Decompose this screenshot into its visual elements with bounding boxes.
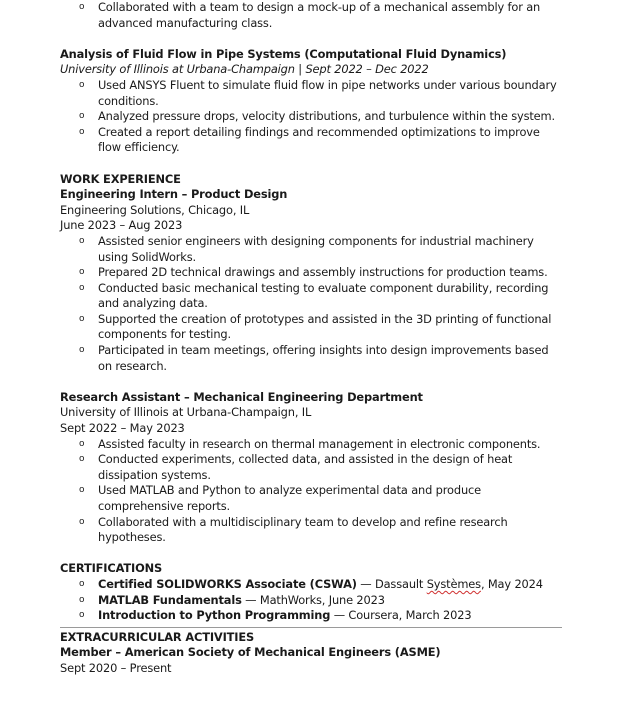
section-extracurricular	[60, 630, 562, 677]
bullet-icon: o	[79, 111, 85, 122]
certification-list	[60, 577, 562, 624]
list-item	[60, 437, 562, 453]
job-entry	[60, 390, 562, 546]
bullet-text: Participated in team meetings, offering insights into design improvements based on research.	[98, 343, 549, 373]
bullet-text: Conducted basic mechanical testing to evaluate component durability, recording and analyzing data.	[98, 280, 549, 311]
list-item	[60, 483, 562, 514]
job-org: University of Illinois at Urbana-Champaign, IL	[60, 405, 312, 420]
list-item	[60, 265, 562, 281]
bullet-text: Created a report detailing findings and recommended optimizations to improve flow efficiency.	[98, 124, 540, 155]
list-item	[60, 109, 562, 125]
separator: —	[330, 608, 349, 623]
certification-name: Certified SOLIDWORKS Associate (CSWA)	[98, 576, 357, 591]
certification-source	[242, 593, 385, 607]
job-entry	[60, 187, 562, 374]
source-text-end: , May 2024	[480, 576, 543, 591]
certification-item	[60, 577, 562, 593]
bullet-text: Collaborated with a multidisciplinary team to develop and refine research hypotheses.	[98, 514, 508, 545]
job-org: Engineering Solutions, Chicago, IL	[60, 202, 250, 217]
bullet-icon: o	[79, 267, 85, 278]
bullet-icon: o	[79, 2, 85, 12]
bullet-icon: o	[79, 438, 85, 449]
activity-role: Member – American Society of Mechanical Engineers (ASME)	[60, 645, 441, 660]
bullet-icon: o	[79, 313, 85, 324]
bullet-text: Assisted faculty in research on thermal management in electronic components.	[98, 436, 541, 451]
bullet-text: Collaborated with a team to design a mock-up of a mechanical assembly for an advanced manufacturing class.	[98, 0, 541, 30]
bullet-text: Used MATLAB and Python to analyze experimental data and produce comprehensive reports.	[98, 483, 481, 513]
job-bullets	[60, 234, 562, 374]
source-text: MathWorks, June 2023	[259, 592, 385, 607]
section-certifications	[60, 561, 562, 623]
project-bullets	[60, 78, 562, 156]
bullet-icon: o	[79, 79, 85, 90]
source-text: Dassault	[374, 576, 427, 591]
bullet-icon: o	[79, 594, 85, 605]
bullet-icon: o	[79, 610, 85, 621]
bullet-text: Conducted experiments, collected data, and assisted in the design of heat dissipation systems.	[98, 452, 513, 482]
section-heading: CERTIFICATIONS	[60, 561, 163, 576]
separator: —	[356, 576, 375, 591]
bullet-icon: o	[79, 282, 85, 293]
bullet-icon: o	[79, 345, 85, 356]
bullet-icon: o	[79, 578, 85, 589]
job-dates: June 2023 – Aug 2023	[60, 218, 183, 233]
bullet-icon: o	[79, 126, 85, 137]
job-dates: Sept 2022 – May 2023	[60, 421, 185, 436]
section-heading: WORK EXPERIENCE	[60, 171, 181, 186]
spellcheck-flagged-word[interactable]: Systèmes	[426, 576, 481, 591]
section-divider	[60, 627, 562, 628]
certification-source	[357, 577, 543, 591]
bullet-icon: o	[79, 485, 85, 496]
certification-name: Introduction to Python Programming	[98, 608, 331, 623]
list-item	[60, 343, 562, 374]
bullet-text: Used ANSYS Fluent to simulate fluid flow in pipe networks under various boundary conditions.	[98, 77, 557, 108]
bullet-text: Analyzed pressure drops, velocity distributions, and turbulence within the system.	[98, 109, 555, 124]
separator: —	[241, 592, 260, 607]
section-heading: EXTRACURRICULAR ACTIVITIES	[60, 629, 255, 644]
project-title: Analysis of Fluid Flow in Pipe Systems (Computational Fluid Dynamics)	[60, 46, 507, 61]
bullet-text: Assisted senior engineers with designing components for industrial machinery using SolidWorks.	[98, 233, 534, 264]
certification-item	[60, 593, 562, 609]
list-item	[60, 234, 562, 265]
list-item	[60, 125, 562, 156]
resume-page	[60, 0, 562, 677]
project-continued-bullets	[60, 0, 562, 31]
list-item	[60, 515, 562, 546]
project-subtitle: University of Illinois at Urbana-Champaign | Sept 2022 – Dec 2022	[60, 62, 429, 77]
section-work-experience	[60, 172, 562, 546]
activity-dates: Sept 2020 – Present	[60, 660, 172, 675]
list-item	[60, 0, 562, 31]
certification-item	[60, 608, 562, 624]
list-item	[60, 281, 562, 312]
list-item	[60, 78, 562, 109]
job-title: Engineering Intern – Product Design	[60, 187, 288, 202]
source-text: Coursera, March 2023	[348, 608, 472, 623]
bullet-text: Prepared 2D technical drawings and assembly instructions for production teams.	[98, 265, 548, 280]
certification-name: MATLAB Fundamentals	[98, 592, 242, 607]
bullet-text: Supported the creation of prototypes and assisted in the 3D printing of functional components for testing.	[98, 311, 552, 342]
list-item	[60, 312, 562, 343]
bullet-icon: o	[79, 454, 85, 465]
job-bullets	[60, 437, 562, 546]
list-item	[60, 452, 562, 483]
bullet-icon: o	[79, 235, 85, 246]
job-title: Research Assistant – Mechanical Engineering Department	[60, 389, 423, 404]
project-fluid-flow	[60, 47, 562, 156]
bullet-icon: o	[79, 516, 85, 527]
certification-source	[330, 608, 471, 622]
